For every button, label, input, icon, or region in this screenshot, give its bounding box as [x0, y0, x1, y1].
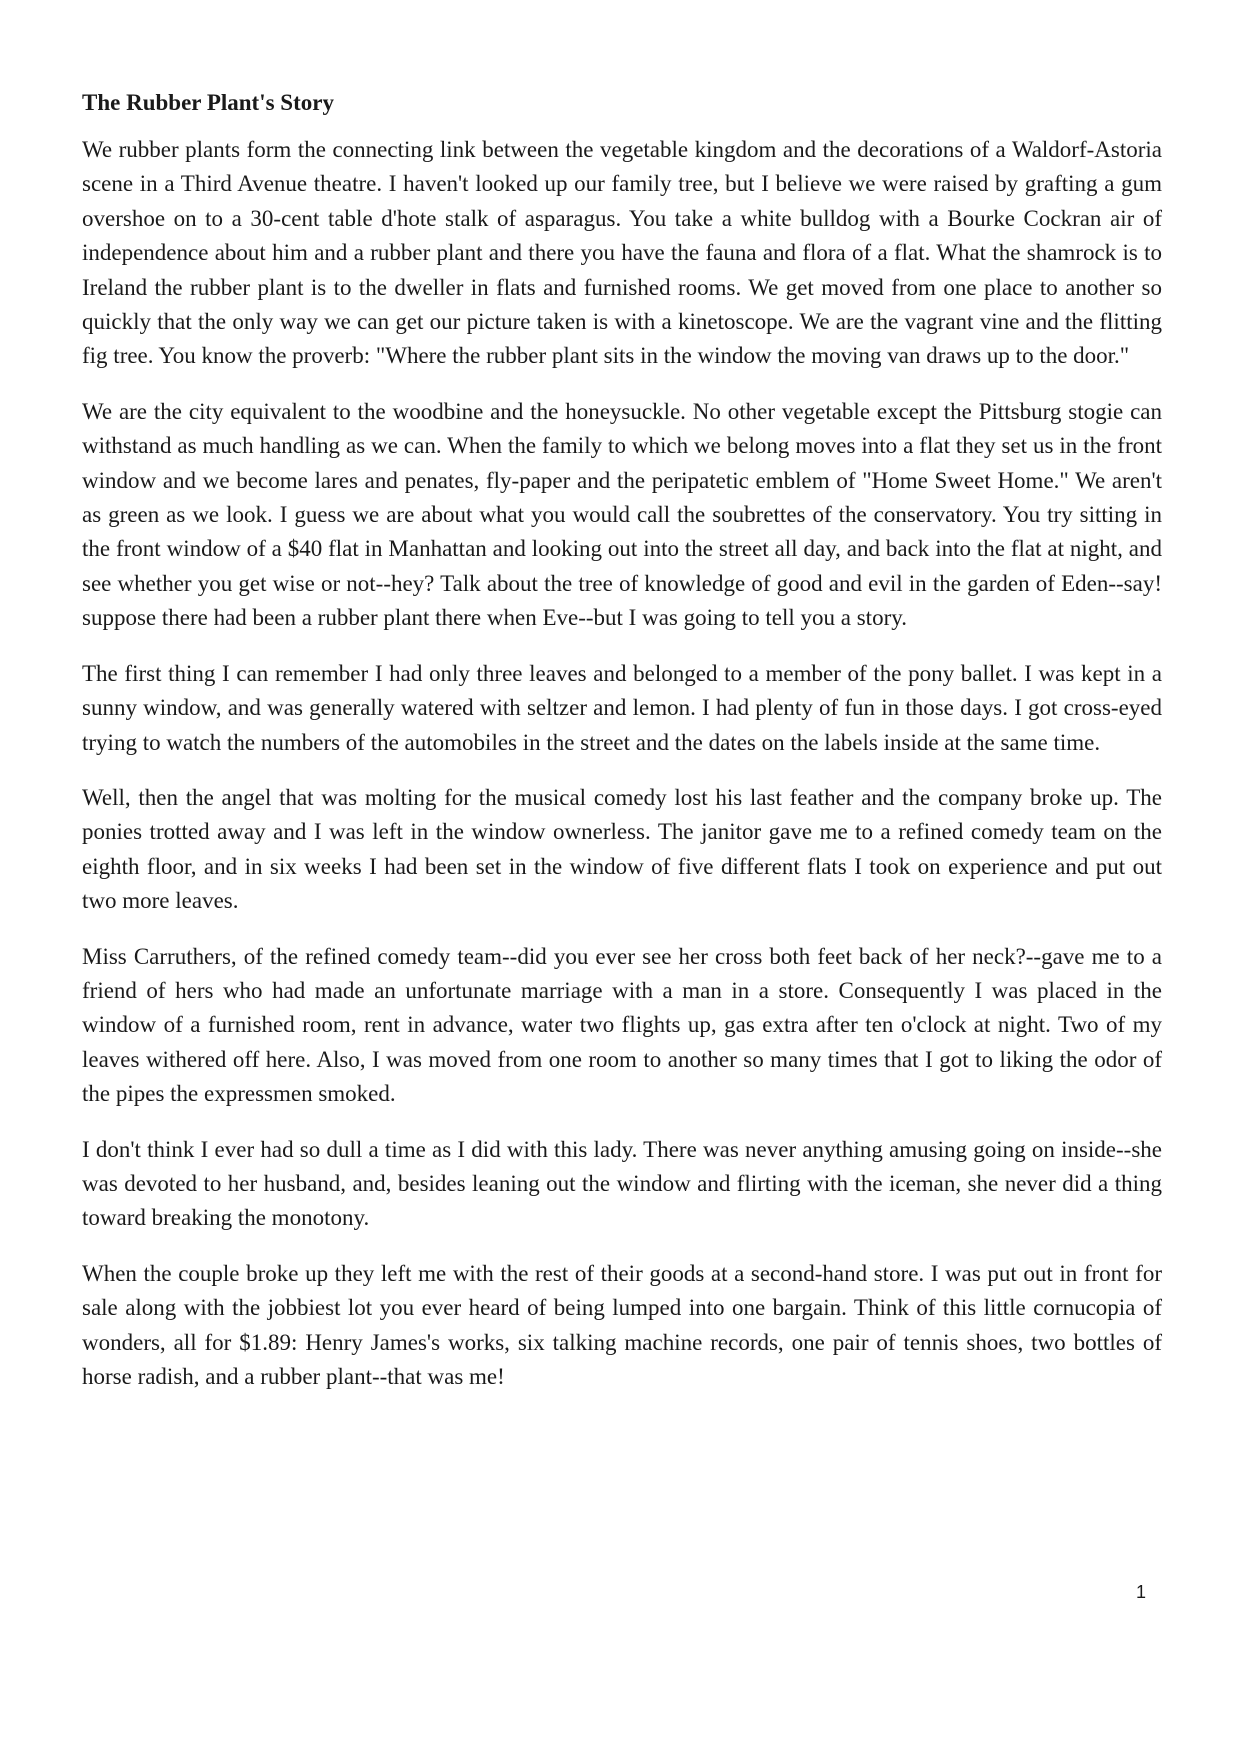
paragraph-4: Well, then the angel that was molting for the musical comedy lost his last feather and the company broke up. The ponies trotted away and I was left in the window ownerless. The janitor gave me to a refined comedy team on the eighth floor, and in six weeks I had been set in the window of five different flats I took on experience and put out two more leaves. — [82, 784, 1162, 914]
paragraph-7: When the couple broke up they left me with the rest of their goods at a second-hand store. I was put out in front for sale along with the jobbiest lot you ever heard of being lumped into one bargain. Think of this little cornucopia of wonders, all for $1.89: Henry James's works, six talking machine records, one pair of tennis shoes, two bottles of horse radish, and a rubber plant--that was me! — [82, 1260, 1162, 1389]
story-title: The Rubber Plant's Story — [82, 90, 334, 115]
paragraph-3: The first thing I can remember I had only three leaves and belonged to a member of the pony ballet. I was kept in a sunny window, and was generally watered with seltzer and lemon. I had plenty of fun in those days. I got cross-eyed trying to watch the numbers of the automobiles in the street and the dates on the labels inside at the same time. — [82, 660, 1162, 755]
paragraph-1: We rubber plants form the connecting link between the vegetable kingdom and the decorations of a Waldorf-Astoria scene in a Third Avenue theatre. I haven't looked up our family tree, but I believe we were raised by grafting a gum overshoe on to a 30-cent table d'hote stalk of asparagus. You take a white bulldog with a Bourke Cockran air of independence about him and a rubber plant and there you have the fauna and flora of a flat. What the shamrock is to Ireland the rubber plant is to the dweller in flats and furnished rooms. We get moved from one place to another so quickly that the only way we can get our picture taken is with a kinetoscope. We are the vagrant vine and the flitting fig tree. You know the proverb: "Where the rubber plant sits in the window the moving van draws up to the door." — [82, 137, 1162, 369]
document-page — [82, 86, 1162, 1415]
paragraph-6: I don't think I ever had so dull a time as I did with this lady. There was never anything amusing going on inside--she was devoted to her husband, and, besides leaning out the window and flirting with the iceman, she never did a thing toward breaking the monotony. — [82, 1136, 1162, 1231]
page-number: 1 — [1135, 1582, 1146, 1602]
paragraph-2: We are the city equivalent to the woodbine and the honeysuckle. No other vegetable except the Pittsburg stogie can withstand as much handling as we can. When the family to which we belong moves into a flat they set us in the front window and we become lares and penates, fly-paper and the peripatetic emblem of "Home Sweet Home." We aren't as green as we look. I guess we are about what you would call the soubrettes of the conservatory. You try sitting in the front window of a $40 flat in Manhattan and looking out into the street all day, and back into the flat at night, and see whether you get wise or not--hey? Talk about the tree of knowledge of good and evil in the garden of Eden--say! suppose there had been a rubber plant there when Eve--but I was going to tell you a story. — [82, 398, 1162, 631]
paragraph-5: Miss Carruthers, of the refined comedy team--did you ever see her cross both feet back of her neck?--gave me to a friend of hers who had made an unfortunate marriage with a man in a store. Consequently I was placed in the window of a furnished room, rent in advance, water two flights up, gas extra after ten o'clock at night. Two of my leaves withered off here. Also, I was moved from one room to another so many times that I got to liking the odor of the pipes the expressmen smoked. — [82, 943, 1162, 1107]
